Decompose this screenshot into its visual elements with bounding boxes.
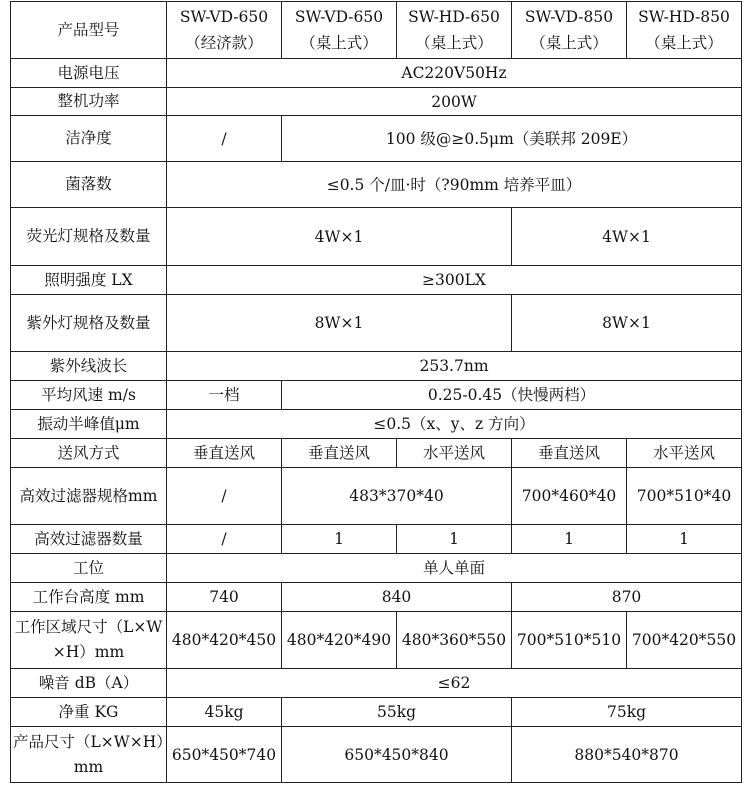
cell-value: ≤62: [167, 669, 742, 698]
header-model-4: [512, 2, 627, 59]
row-label: 工作台高度 mm: [11, 583, 167, 612]
cell-650: 8W×1: [167, 295, 512, 352]
table-row-product-size: [11, 727, 742, 783]
table-row-fluorescent: [11, 208, 742, 266]
model-name: SW-HD-650: [408, 8, 500, 26]
cell-850: 870: [512, 583, 742, 612]
row-label: 整机功率: [11, 88, 167, 116]
cell-650: 4W×1: [167, 208, 512, 266]
cell-650: 483*370*40: [282, 468, 512, 525]
row-label: 送风方式: [11, 439, 167, 468]
cell-economy: 45kg: [167, 698, 282, 727]
row-label: 振动半峰值μm: [11, 410, 167, 439]
table-row-work-area: [11, 612, 742, 669]
cell-value: /: [167, 525, 282, 554]
cell-economy: /: [167, 116, 282, 162]
cell-650: 650*450*840: [282, 727, 512, 783]
table-row-noise: [11, 669, 742, 698]
cell-850: 8W×1: [512, 295, 742, 352]
cell-value: AC220V50Hz: [167, 59, 742, 88]
row-label: 产品尺寸（L×W×H）mm: [11, 727, 167, 783]
row-label: 工位: [11, 554, 167, 583]
model-name: SW-HD-850: [638, 8, 730, 26]
table-row-cleanliness: [11, 116, 742, 162]
model-name: SW-VD-650: [294, 8, 384, 26]
table-row-wind-speed: [11, 381, 742, 410]
table-row-filter-spec: [11, 468, 742, 525]
cell-value: 1: [282, 525, 397, 554]
cell-value: 480*360*550: [397, 612, 512, 669]
row-label: 高效过滤器规格mm: [11, 468, 167, 525]
cell-economy: 一档: [167, 381, 282, 410]
table-row-illuminance: [11, 266, 742, 295]
cell-economy: 650*450*740: [167, 727, 282, 783]
model-name: SW-VD-650: [179, 8, 269, 26]
cell-value: 水平送风: [397, 439, 512, 468]
header-model-5: [627, 2, 742, 59]
cell-value: 1: [397, 525, 512, 554]
table-row-model: [11, 2, 742, 59]
table-row-station: [11, 554, 742, 583]
cell-vd850: 700*460*40: [512, 468, 627, 525]
cell-value: 1: [627, 525, 742, 554]
cell-650: 840: [282, 583, 512, 612]
table-row-net-weight: [11, 698, 742, 727]
model-type: （桌上式）: [415, 34, 493, 52]
cell-value: 480*420*450: [167, 612, 282, 669]
table-row-filter-qty: [11, 525, 742, 554]
cell-value: 253.7nm: [167, 352, 742, 381]
table-row-voltage: [11, 59, 742, 88]
cell-value: 0.25-0.45（快慢两档）: [282, 381, 742, 410]
row-label: 紫外灯规格及数量: [11, 295, 167, 352]
row-label: 照明强度 LX: [11, 266, 167, 295]
row-label: 平均风速 m/s: [11, 381, 167, 410]
row-label: 电源电压: [11, 59, 167, 88]
cell-value: 100 级@≥0.5μm（美联邦 209E）: [282, 116, 742, 162]
table-row-power: [11, 88, 742, 116]
row-label: 荧光灯规格及数量: [11, 208, 167, 266]
cell-value: 1: [512, 525, 627, 554]
cell-value: 200W: [167, 88, 742, 116]
cell-value: 水平送风: [627, 439, 742, 468]
cell-economy: 740: [167, 583, 282, 612]
cell-850: 4W×1: [512, 208, 742, 266]
row-label: 紫外线波长: [11, 352, 167, 381]
row-label: 工作区域尺寸（L×W×H）mm: [11, 612, 167, 669]
spec-table: [10, 1, 742, 783]
cell-850: 880*540*870: [512, 727, 742, 783]
cell-hd850: 700*510*40: [627, 468, 742, 525]
cell-value: ≤0.5（x、y、z 方向）: [167, 410, 742, 439]
cell-value: 480*420*490: [282, 612, 397, 669]
table-row-vibration: [11, 410, 742, 439]
model-type: （桌上式）: [645, 34, 723, 52]
cell-value: 垂直送风: [512, 439, 627, 468]
header-model-3: [397, 2, 512, 59]
cell-value: 700*420*550: [627, 612, 742, 669]
row-label: 高效过滤器数量: [11, 525, 167, 554]
table-row-uv-wavelength: [11, 352, 742, 381]
model-name: SW-VD-850: [524, 8, 614, 26]
row-label: 噪音 dB（A）: [11, 669, 167, 698]
table-row-colony: [11, 162, 742, 208]
row-label: 净重 KG: [11, 698, 167, 727]
row-label: 菌落数: [11, 162, 167, 208]
table-row-airflow: [11, 439, 742, 468]
model-type: （桌上式）: [300, 34, 378, 52]
cell-value: 700*510*510: [512, 612, 627, 669]
cell-value: 单人单面: [167, 554, 742, 583]
header-model-1: [167, 2, 282, 59]
header-model-2: [282, 2, 397, 59]
table-row-uv-lamp: [11, 295, 742, 352]
cell-value: 垂直送风: [167, 439, 282, 468]
cell-value: ≤0.5 个/皿·时（?90mm 培养平皿）: [167, 162, 742, 208]
cell-850: 75kg: [512, 698, 742, 727]
header-label: 产品型号: [11, 2, 167, 59]
cell-economy: /: [167, 468, 282, 525]
row-label: 洁净度: [11, 116, 167, 162]
cell-650: 55kg: [282, 698, 512, 727]
cell-value: ≥300LX: [167, 266, 742, 295]
model-type: （桌上式）: [530, 34, 608, 52]
table-row-bench-height: [11, 583, 742, 612]
cell-value: 垂直送风: [282, 439, 397, 468]
model-type: （经济款）: [185, 34, 263, 52]
